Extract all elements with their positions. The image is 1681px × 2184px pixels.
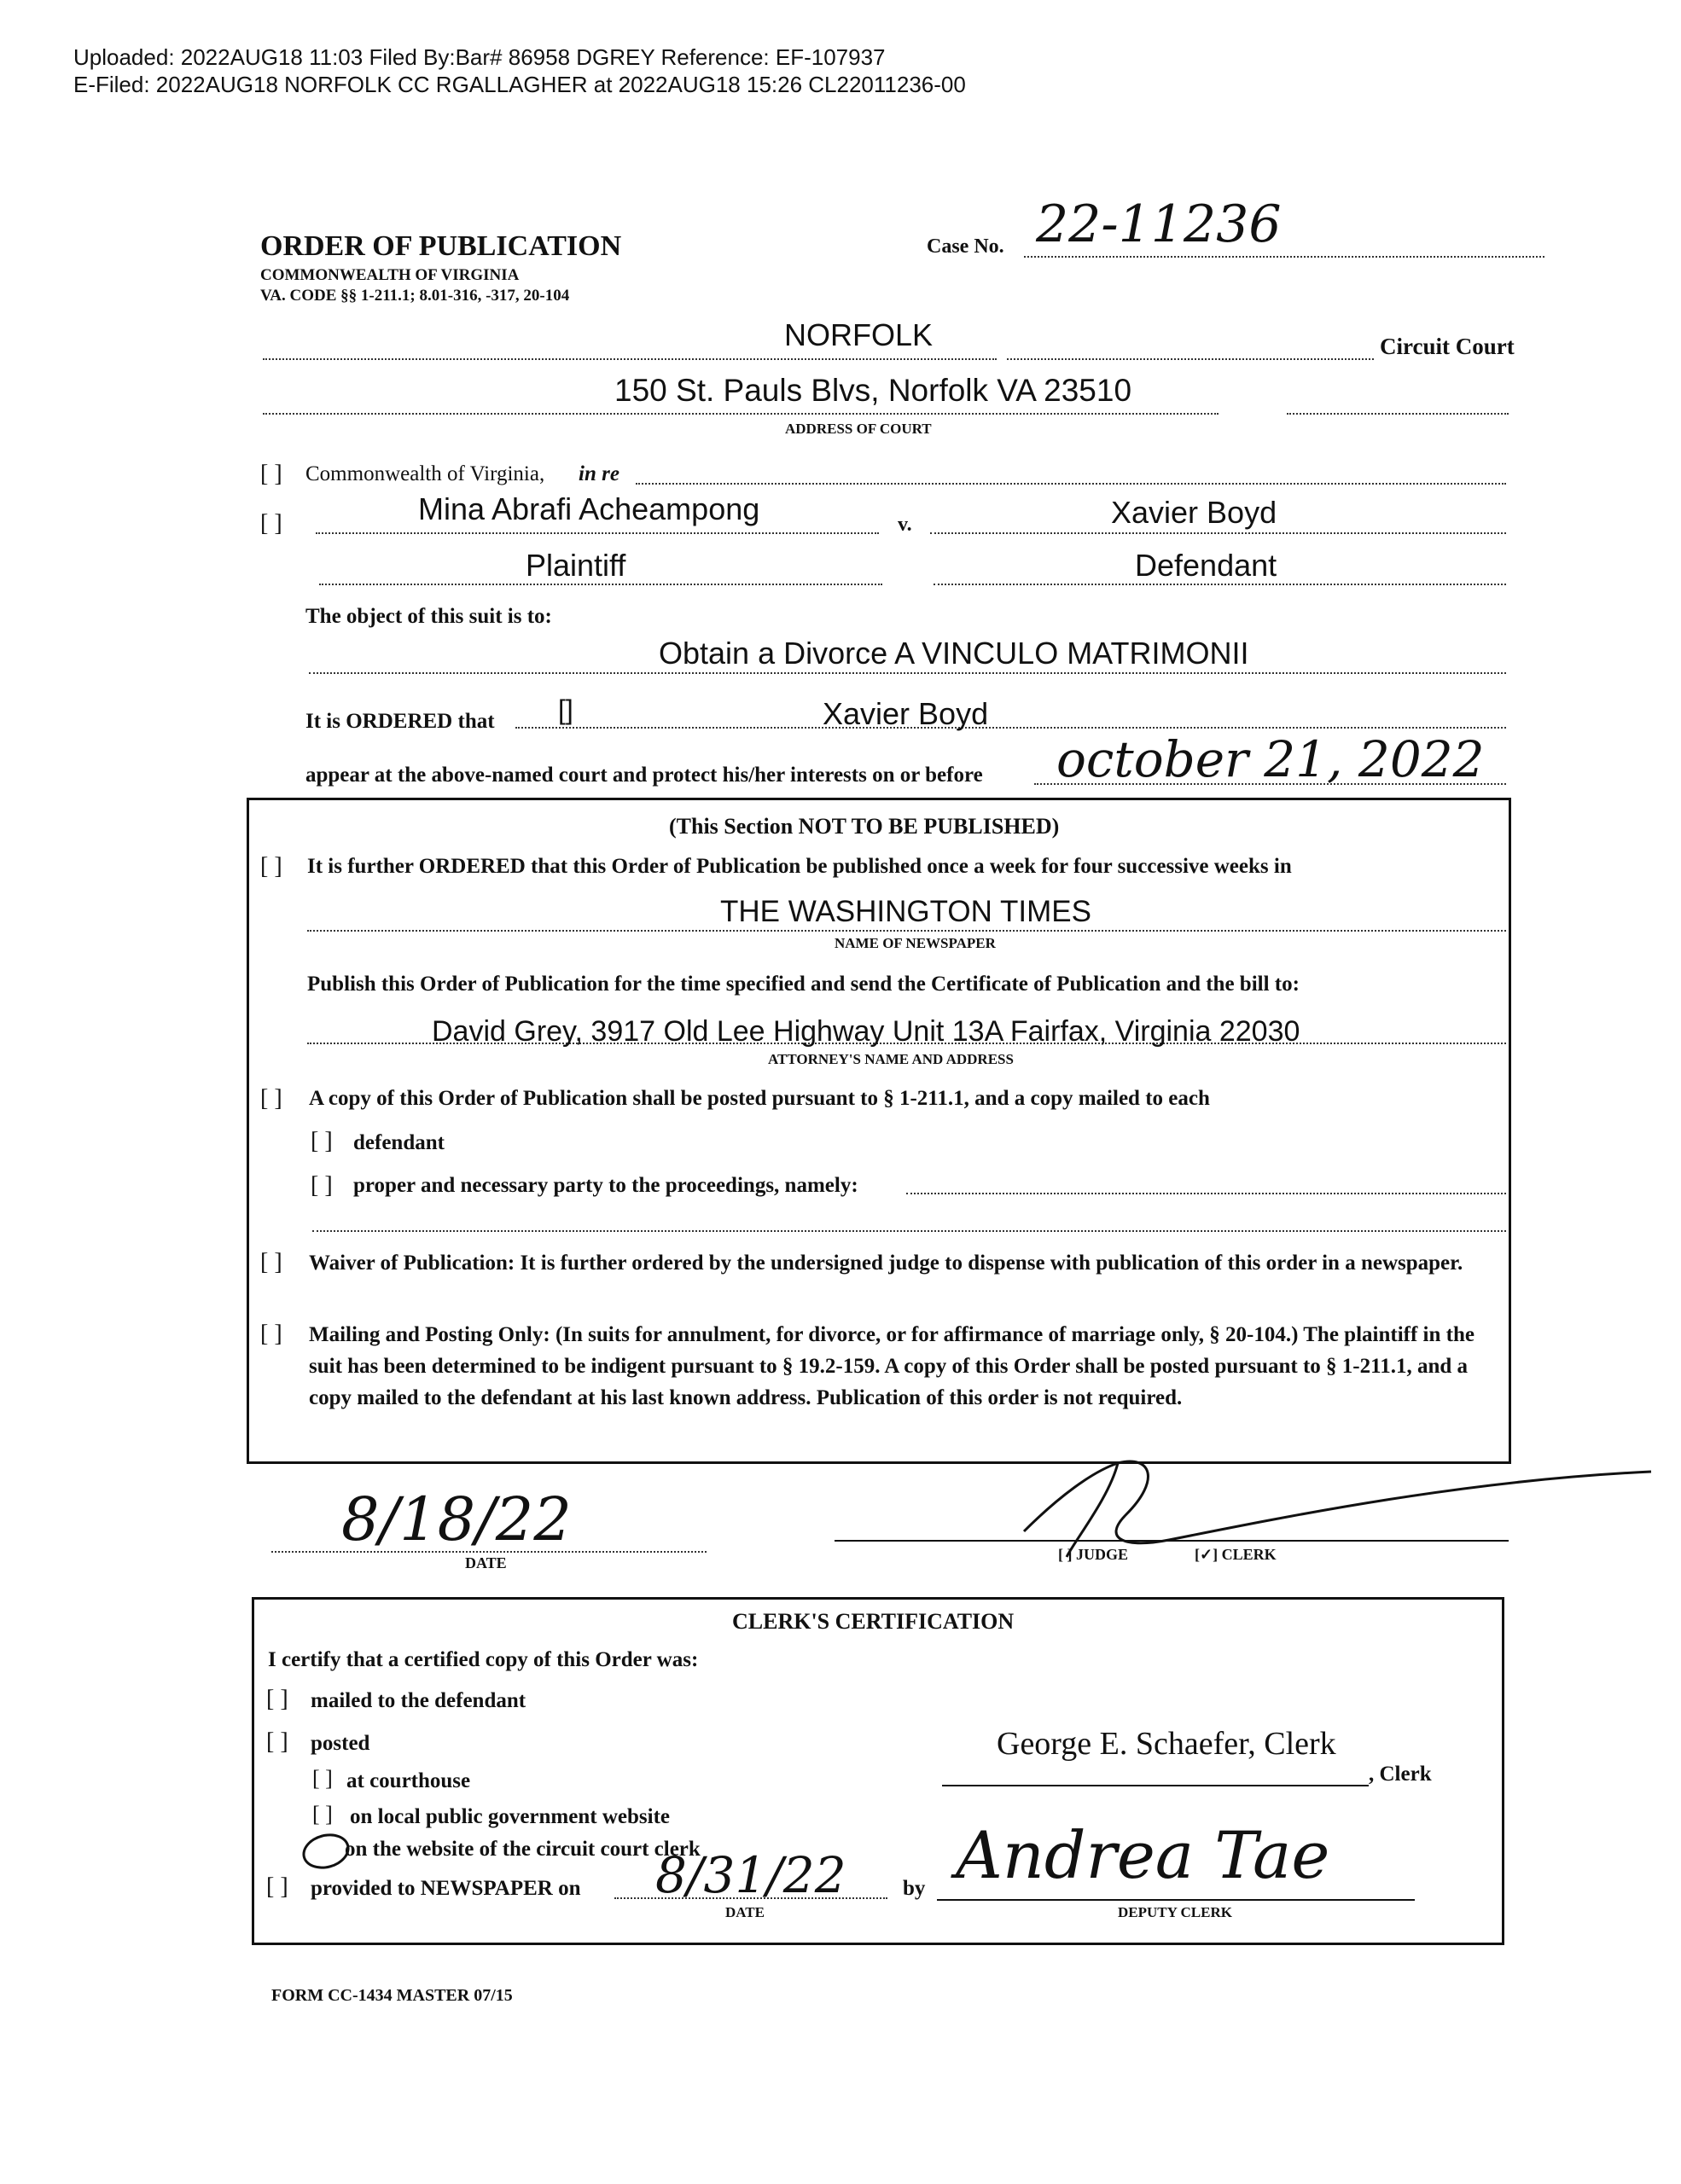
provided-option: provided to NEWSPAPER on [311,1877,581,1900]
ordered-label: It is ORDERED that [305,710,495,733]
clerk-name-line [942,1785,1369,1786]
appear-date: october 21, 2022 [1056,730,1485,788]
in-re-line [636,483,1506,485]
local-website-option: on local public government website [350,1805,670,1828]
waiver-paragraph [309,1247,1495,1279]
form-id: FORM CC-1434 MASTER 07/15 [271,1986,513,2005]
party-option-checkbox: [ ] [311,1172,333,1199]
mailed-option: mailed to the defendant [311,1689,526,1712]
form-title: ORDER OF PUBLICATION [260,230,622,262]
plaintiff-line [316,532,879,534]
attorney-name-address: David Grey, 3917 Old Lee Highway Unit 13A Fairfax, Virginia 22030 [432,1015,1300,1048]
clerk-name: George E. Schaefer, Clerk [997,1726,1336,1762]
copy-posted-text: A copy of this Order of Publication shall be posted pursuant to § 1-211.1, and a copy mailed to each [309,1087,1210,1110]
courthouse-option: at courthouse [346,1769,471,1792]
case-no-label: Case No. [927,235,1004,258]
further-ordered-text: It is further ORDERED that this Order of Publication be published once a week for four successive weeks in [307,855,1292,878]
further-ordered-checkbox: [ ] [260,853,282,880]
court-name-line [263,358,997,360]
mailing-paragraph [309,1319,1480,1414]
not-published-heading: (This Section NOT TO BE PUBLISHED) [669,814,1060,839]
efile-stamp-line: E-Filed: 2022AUG18 NORFOLK CC RGALLAGHER at 2022AUG18 15:26 CL22011236-00 [73,72,966,97]
court-address-line-2 [1287,413,1509,415]
defendant-label-line [934,584,1506,585]
defendant-label: Defendant [1135,548,1277,583]
posted-option: posted [311,1732,370,1755]
deputy-clerk-signature: Andrea Tae [956,1817,1330,1893]
plaintiff-label: Plaintiff [526,548,626,583]
provided-date: 8/31/22 [655,1846,846,1904]
clerk-role-label: [✓] CLERK [1195,1546,1277,1563]
case-number: 22-11236 [1036,195,1282,254]
address-of-court-label: ADDRESS OF COURT [785,421,932,437]
deputy-clerk-line [937,1899,1415,1901]
newspaper-line [307,930,1506,932]
clerk-suffix: , Clerk [1369,1763,1432,1786]
form-subtitle: COMMONWEALTH OF VIRGINIA [260,266,520,284]
mailing-text: (In suits for annulment, for divorce, or for affirmance of marriage only, § 20-104.) The plaintiff in the suit has been determined to be indigent pursuant to § 19.2-159. A copy of this Order shall be posted pursuant to § 1-211.1, and a copy mailed to the defendant at his last known address. Publication of this order is not required. [309,1323,1475,1409]
mailing-checkbox: [ ] [260,1321,282,1347]
object-label: The object of this suit is to: [305,605,552,628]
provided-date-label: DATE [725,1904,765,1920]
mailed-checkbox: [ ] [266,1686,288,1712]
party-names-line-2 [312,1230,1506,1232]
defendant-option-checkbox: [ ] [311,1128,333,1154]
newspaper-name: THE WASHINGTON TIMES [720,895,1091,928]
form-code: VA. CODE §§ 1-211.1; 8.01-316, -317, 20-104 [260,287,570,305]
publish-text: Publish this Order of Publication for the time specified and send the Certificate of Publication and the bill to: [307,973,1300,996]
case-no-line [1024,256,1544,258]
versus-label: v. [898,514,912,536]
order-date-label: DATE [465,1554,507,1571]
courthouse-checkbox: [ ] [312,1766,333,1791]
newspaper-label: NAME OF NEWSPAPER [835,935,996,951]
ordered-line [515,727,1506,729]
copy-posted-checkbox: [ ] [260,1085,282,1112]
commonwealth-label: Commonwealth of Virginia, [305,462,545,485]
circuit-court-label: Circuit Court [1380,334,1515,359]
parties-checkbox: [ ] [260,510,282,537]
court-name-line-2 [1007,358,1374,360]
posted-checkbox: [ ] [266,1728,288,1755]
certify-text: I certify that a certified copy of this Order was: [268,1648,699,1671]
attorney-label: ATTORNEY'S NAME AND ADDRESS [768,1051,1014,1067]
ordered-mark: [] [558,694,573,725]
object-text: Obtain a Divorce A VINCULO MATRIMONII [659,636,1249,671]
commonwealth-checkbox: [ ] [260,461,282,487]
judge-label: [ ] JUDGE [1058,1546,1128,1563]
court-name: NORFOLK [784,317,934,352]
order-date: 8/18/22 [341,1484,572,1554]
circuit-website-option: on the website of the circuit court clerk [345,1838,701,1861]
plaintiff-label-line [319,584,882,585]
newspaper-checkbox: [ ] [266,1873,288,1900]
waiver-checkbox: [ ] [260,1249,282,1275]
object-line [309,672,1506,674]
waiver-heading: Waiver of Publication: [309,1252,515,1275]
defendant-line [930,532,1506,534]
deputy-clerk-label: DEPUTY CLERK [1118,1904,1232,1920]
defendant-name: Xavier Boyd [1111,495,1277,530]
waiver-text: It is further ordered by the undersigned judge to dispense with publication of this order in a newspaper. [520,1252,1463,1275]
plaintiff-name: Mina Abrafi Acheampong [418,491,760,526]
court-address-line [263,413,1219,415]
local-website-checkbox: [ ] [312,1802,333,1827]
clerk-cert-heading: CLERK'S CERTIFICATION [732,1609,1015,1634]
ordered-name: Xavier Boyd [823,696,989,731]
appear-text: appear at the above-named court and protect his/her interests on or before [305,764,983,787]
in-re-label: in re [579,462,619,485]
party-option: proper and necessary party to the proceedings, namely: [353,1174,858,1197]
mailing-heading: Mailing and Posting Only: [309,1323,550,1346]
court-address: 150 St. Pauls Blvs, Norfolk VA 23510 [614,373,1132,408]
defendant-option: defendant [353,1131,445,1154]
party-names-line [906,1193,1506,1194]
upload-stamp-line: Uploaded: 2022AUG18 11:03 Filed By:Bar# 86958 DGREY Reference: EF-107937 [73,44,886,70]
by-label: by [903,1877,926,1900]
